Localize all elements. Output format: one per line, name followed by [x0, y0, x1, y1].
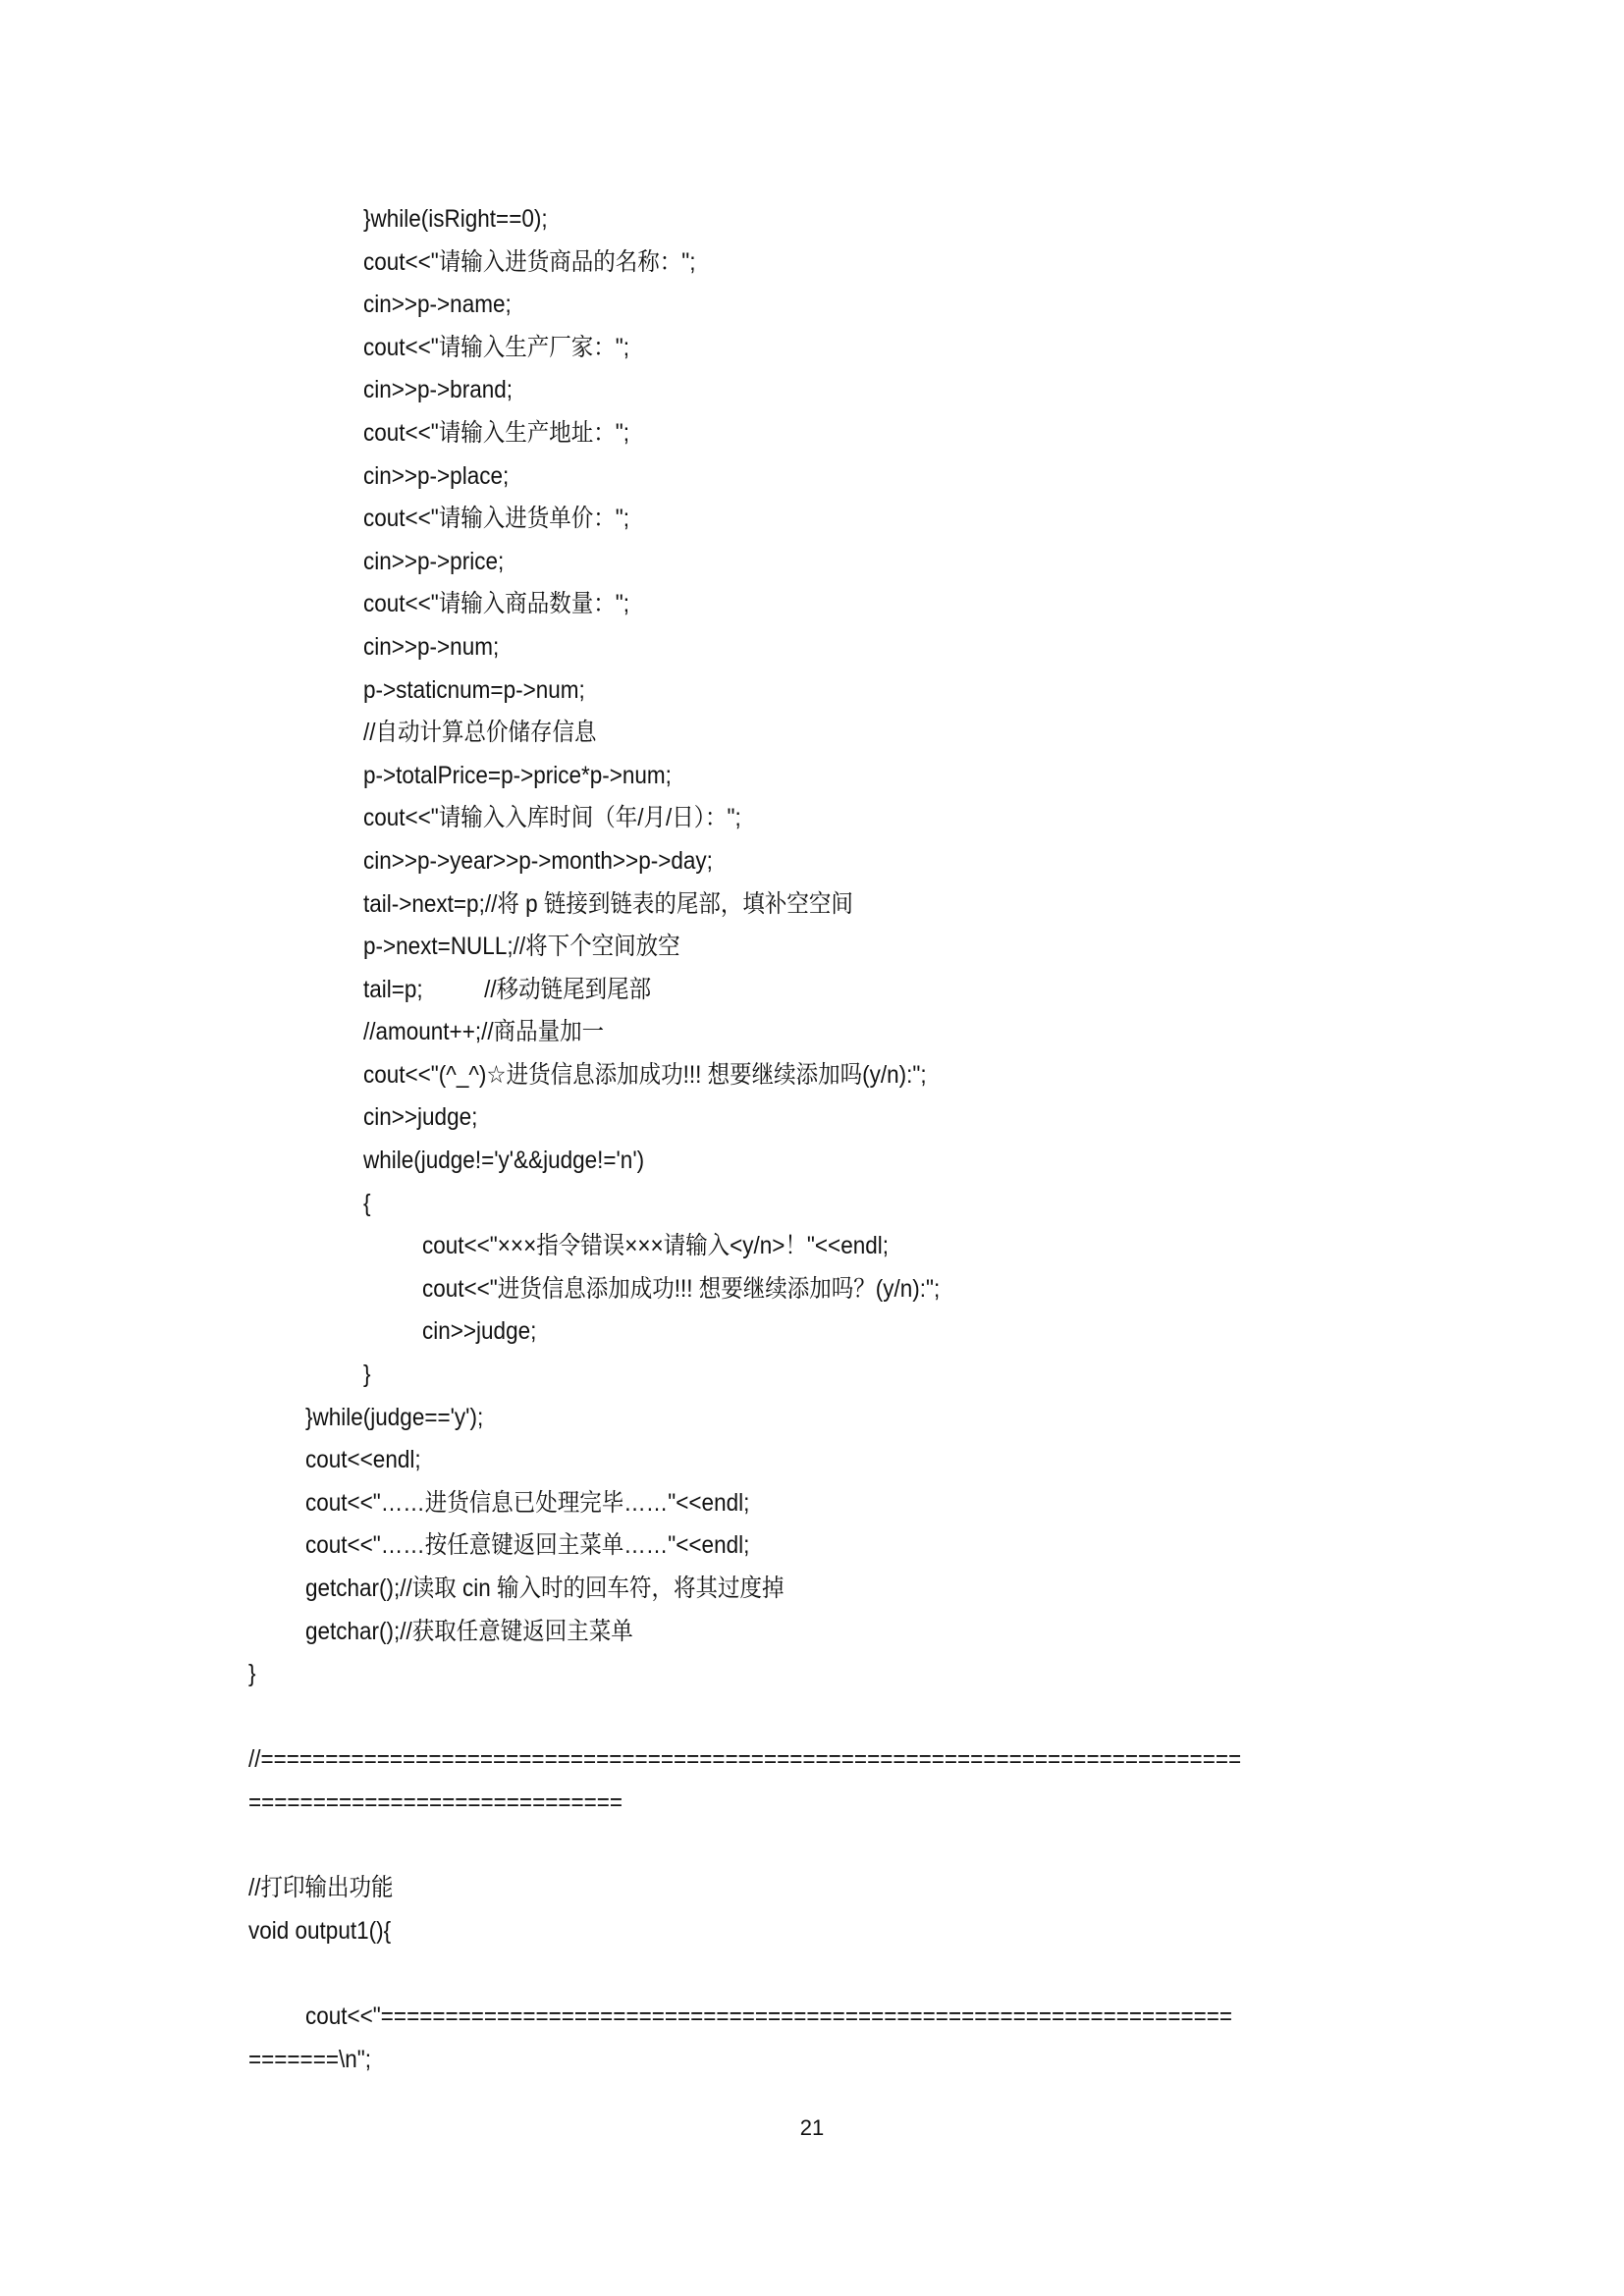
code-line-text: //自动计算总价储存信息 [363, 719, 597, 747]
blank-line [0, 1952, 1624, 1996]
code-line-text: }while(judge=='y'); [305, 1403, 484, 1431]
code-line [0, 1653, 1624, 1696]
code-line [0, 797, 1624, 840]
code-line [0, 1183, 1624, 1226]
code-line-text: cout<<"================================================================== [305, 2002, 1233, 2030]
code-line [0, 840, 1624, 883]
code-line-text: while(judge!='y'&&judge!='n') [363, 1147, 645, 1175]
code-line [0, 1482, 1624, 1525]
code-line [0, 1268, 1624, 1311]
code-line [0, 1225, 1624, 1268]
code-line [0, 1910, 1624, 1953]
code-line-text: tail->next=p;//将 p 链接到链表的尾部，填补空空间 [363, 889, 853, 918]
code-line-text: //打印输出功能 [248, 1874, 394, 1902]
code-line-text: cout<<"请输入生产地址："; [363, 418, 630, 447]
code-line [0, 2039, 1624, 2082]
code-line [0, 1354, 1624, 1397]
code-line-text: cin>>p->brand; [363, 376, 513, 404]
code-line [0, 883, 1624, 927]
code-line [0, 412, 1624, 455]
code-line-text: cin>>p->year>>p->month>>p->day; [363, 846, 713, 875]
code-line-text: cout<<"……按任意键返回主菜单……"<<endl; [305, 1531, 750, 1560]
code-line-text: cin>>p->name; [363, 291, 512, 319]
code-line-text: }while(isRight==0); [363, 205, 548, 233]
code-line [0, 626, 1624, 669]
code-line-text: cout<<"进货信息添加成功!!! 想要继续添加吗？(y/n):"; [422, 1274, 941, 1303]
code-line-text: cout<<"请输入生产厂家："; [363, 333, 630, 361]
code-line [0, 1011, 1624, 1054]
code-line [0, 1310, 1624, 1354]
code-line-text: cout<<"……进货信息已处理完毕……"<<endl; [305, 1488, 750, 1517]
code-line [0, 1054, 1624, 1097]
code-line-text: cout<<"请输入入库时间（年/月/日）："; [363, 804, 741, 832]
code-line-text: getchar();//获取任意键返回主菜单 [305, 1617, 633, 1645]
code-line [0, 1782, 1624, 1825]
code-line-text: } [248, 1660, 256, 1688]
code-line-text: cin>>p->num; [363, 632, 500, 661]
code-line-text: cout<<"请输入商品数量："; [363, 590, 630, 618]
code-line-text: cout<<"(^_^)☆进货信息添加成功!!! 想要继续添加吗(y/n):"; [363, 1060, 927, 1089]
code-line-text: ============================= [248, 1788, 623, 1816]
code-line-text: cout<<"请输入进货商品的名称："; [363, 247, 696, 276]
code-line-text: cin>>judge; [363, 1103, 478, 1132]
code-line [0, 369, 1624, 412]
code-line [0, 926, 1624, 969]
code-line-text: p->totalPrice=p->price*p->num; [363, 761, 672, 789]
code-line-text: p->staticnum=p->num; [363, 675, 585, 704]
code-line [0, 669, 1624, 713]
code-line [0, 1611, 1624, 1654]
code-line [0, 755, 1624, 798]
code-line [0, 969, 1624, 1012]
code-line-text: { [363, 1189, 371, 1217]
code-line [0, 583, 1624, 626]
code-line [0, 712, 1624, 755]
code-line [0, 1439, 1624, 1482]
code-line [0, 1524, 1624, 1568]
blank-line [0, 1825, 1624, 1868]
code-line [0, 198, 1624, 241]
blank-line [0, 1696, 1624, 1739]
code-line [0, 327, 1624, 370]
code-line-text: getchar();//读取 cin 输入时的回车符，将其过度掉 [305, 1575, 785, 1602]
code-line [0, 1397, 1624, 1440]
code-line [0, 455, 1624, 499]
code-line [0, 541, 1624, 584]
code-line-text: cout<<endl; [305, 1446, 421, 1474]
code-line-text: void output1(){ [248, 1916, 392, 1945]
code-line-text: cin>>judge; [422, 1317, 537, 1346]
code-listing [0, 198, 1624, 2081]
code-line-text: //============================================================================ [248, 1745, 1242, 1774]
code-line [0, 498, 1624, 541]
code-line-text: cin>>p->price; [363, 547, 505, 575]
code-line [0, 284, 1624, 327]
page-number: 21 [799, 2115, 825, 2140]
code-line [0, 1140, 1624, 1183]
code-line-text: =======\n"; [248, 2045, 371, 2073]
code-line [0, 1996, 1624, 2039]
code-line-text: cin>>p->place; [363, 461, 510, 490]
code-line [0, 241, 1624, 285]
code-line-text: cout<<"×××指令错误×××请输入<y/n>！"<<endl; [422, 1232, 889, 1260]
code-line [0, 1568, 1624, 1611]
code-line [0, 1867, 1624, 1910]
code-line-text: cout<<"请输入进货单价："; [363, 505, 630, 533]
code-line-text: tail=p; //移动链尾到尾部 [363, 975, 652, 1003]
code-line-text: //amount++;//商品量加一 [363, 1018, 605, 1046]
code-line-text: } [363, 1361, 371, 1389]
code-line [0, 1096, 1624, 1140]
code-line-text: p->next=NULL;//将下个空间放空 [363, 933, 680, 961]
code-line [0, 1738, 1624, 1782]
